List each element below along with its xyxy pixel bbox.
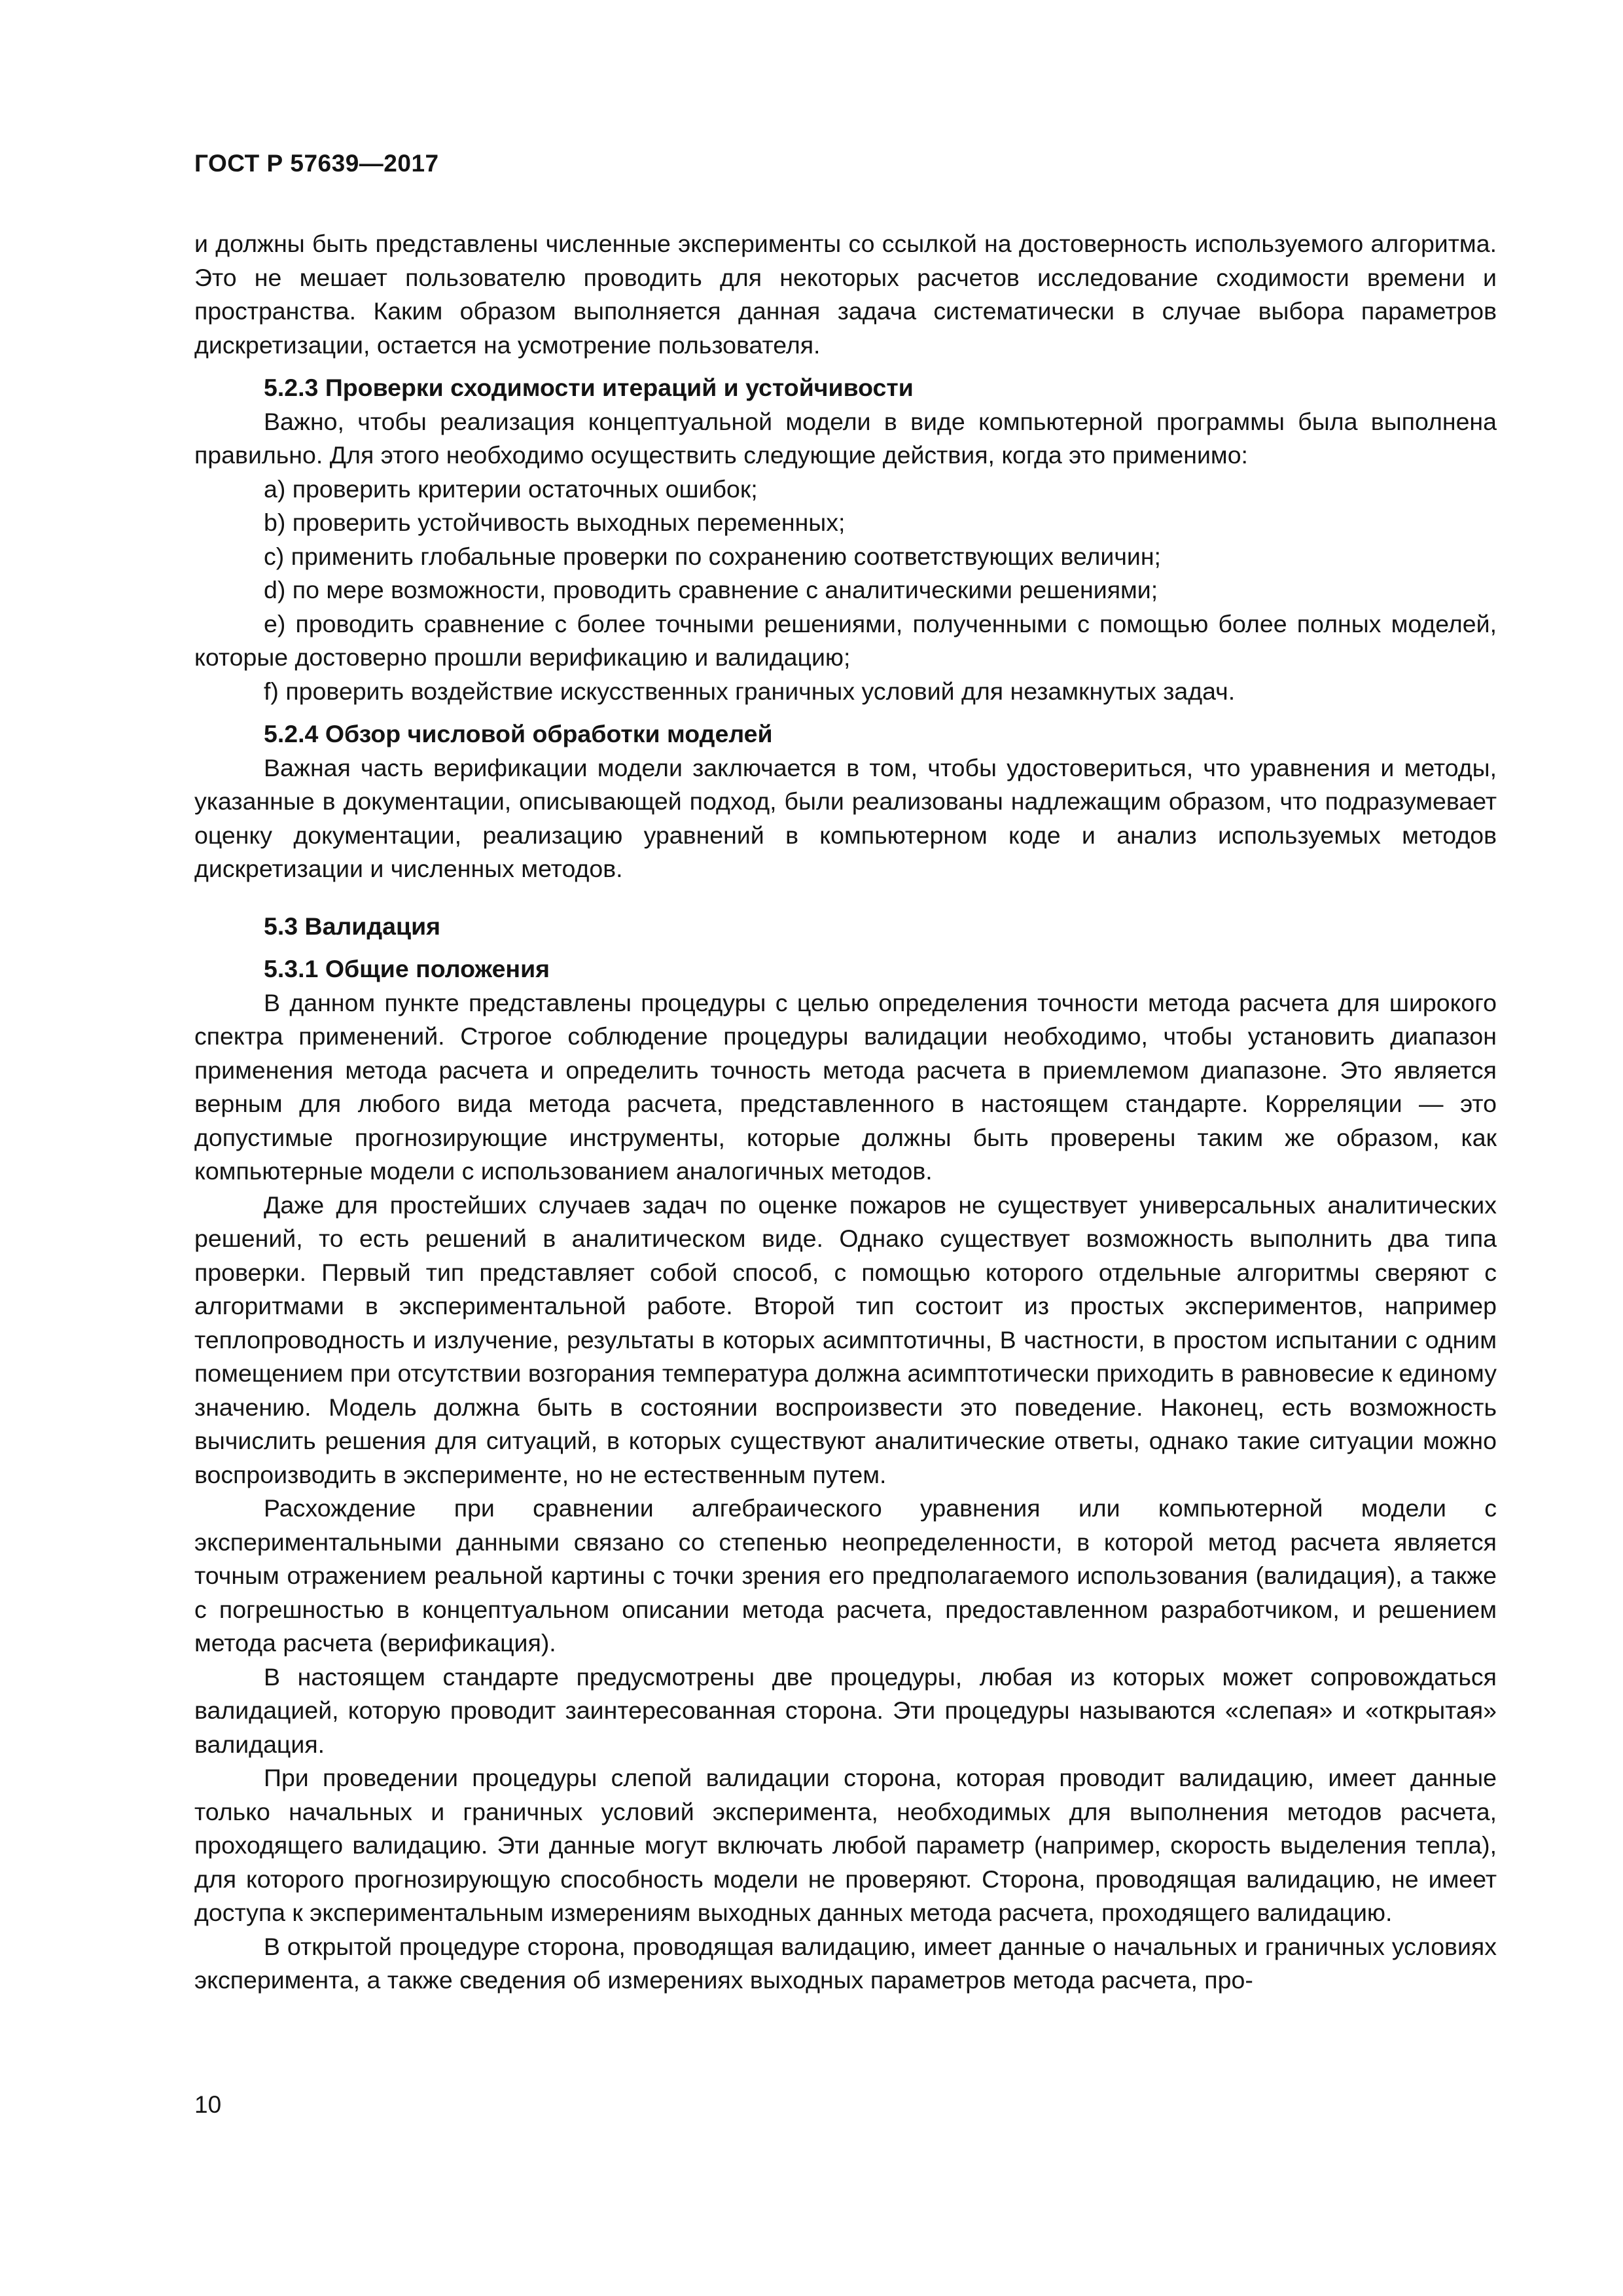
paragraph: Расхождение при сравнении алгебраического уравнения или компьютерной модели с экспериментальными данными связано со степенью неопределенности, в которой метод расчета является точным отражением реальной картины с точки зрения его предполагаемого использования (валидация), а также с погрешностью в концептуальном описании метода расчета, предоставленном разработчиком, и решением метода расчета (верификация). [194,1494,1497,1657]
paragraph: В открытой процедуре сторона, проводящая валидацию, имеет данные о начальных и граничных условиях эксперимента, а также сведения об измерениях выходных параметров метода расчета, про- [194,1932,1497,1994]
heading-5-3: 5.3 Валидация [264,912,441,940]
heading-5-2-3: 5.2.3 Проверки сходимости итераций и устойчивости [264,374,914,401]
paragraph: При проведении процедуры слепой валидации сторона, которая проводит валидацию, имеет данные только начальных и граничных условий эксперимента, необходимых для выполнения методов расчета, проходящего валидацию. Эти данные могут включать любой параметр (например, скорость выделения тепла), для которого прогнозирующую способность модели не проверяют. Сторона, проводящая валидацию, не имеет доступа к экспериментальным измерениям выходных данных метода расчета, проходящего валидацию. [194,1764,1497,1926]
paragraph: Важная часть верификации модели заключается в том, чтобы удостовериться, что уравнения и методы, указанные в документации, описывающей подход, были реализованы надлежащим образом, что подразумевает оценку документации, реализацию уравнений в компьютерном коде и анализ используемых методов дискретизации и численных методов. [194,753,1497,882]
list-item: b) проверить устойчивость выходных переменных; [264,509,846,536]
paragraph: В данном пункте представлены процедуры с целью определения точности метода расчета для широкого спектра применений. Строгое соблюдение процедуры валидации необходимо, чтобы установить диапазон применения метода расчета и определить точность метода расчета в приемлемом диапазоне. Это является верным для любого вида метода расчета, представленного в настоящем стандарте. Корреляции — это допустимые прогнозирующие инструменты, которые должны быть проверены таким же образом, как компьютерные модели с использованием аналогичных методов. [194,988,1497,1185]
page-body [194,227,1497,1998]
list-item: f) проверить воздействие искусственных граничных условий для незамкнутых задач. [264,677,1236,705]
paragraph: В настоящем стандарте предусмотрены две процедуры, любая из которых может сопровождаться валидацией, которую проводит заинтересованная сторона. Эти процедуры называются «слепая» и «открытая» валидация. [194,1662,1497,1758]
list-item: с) применить глобальные проверки по сохранению соответствующих величин; [264,542,1161,570]
heading-5-3-1: 5.3.1 Общие положения [264,955,550,982]
page-number: 10 [194,2091,222,2118]
paragraph: Даже для простейших случаев задач по оценке пожаров не существует универсальных аналитических решений, то есть решений в аналитическом виде. Однако существует возможность выполнить два типа проверки. Первый тип представляет собой способ, с помощью которого отдельные алгоритмы сверяют с алгоритмами в экспериментальной работе. Второй тип состоит из простых экспериментов, например теплопроводность и излучение, результаты в которых асимптотичны, В частности, в простом испытании с одним помещением при отсутствии возгорания температура должна асимптотически приходить в равновесие к единому значению. Модель должна быть в состоянии воспроизвести это поведение. Наконец, есть возможность вычислить решения для ситуаций, в которых существуют аналитические ответы, однако такие ситуации можно воспроизводить в эксперименте, но не естественным путем. [194,1191,1497,1488]
list-item: d) по мере возможности, проводить сравнение с аналитическими решениями; [264,576,1158,603]
heading-5-2-4: 5.2.4 Обзор числовой обработки моделей [264,720,773,747]
paragraph: Важно, чтобы реализация концептуальной модели в виде компьютерной программы была выполнена правильно. Для этого необходимо осуществить следующие действия, когда это применимо: [194,407,1497,469]
paragraph-continuation: и должны быть представлены численные эксперименты со ссылкой на достоверность используемого алгоритма. Это не мешает пользователю проводить для некоторых расчетов исследование сходимости времени и пространства. Каким образом выполняется данная задача систематически в случае выбора параметров дискретизации, остается на усмотрение пользователя. [194,230,1497,359]
list-item: е) проводить сравнение с более точными решениями, полученными с помощью более полных моделей, которые достоверно прошли верификацию и валидацию; [194,609,1497,671]
standard-designation: ГОСТ Р 57639—2017 [194,150,439,177]
list-item: а) проверить критерии остаточных ошибок; [264,475,758,503]
